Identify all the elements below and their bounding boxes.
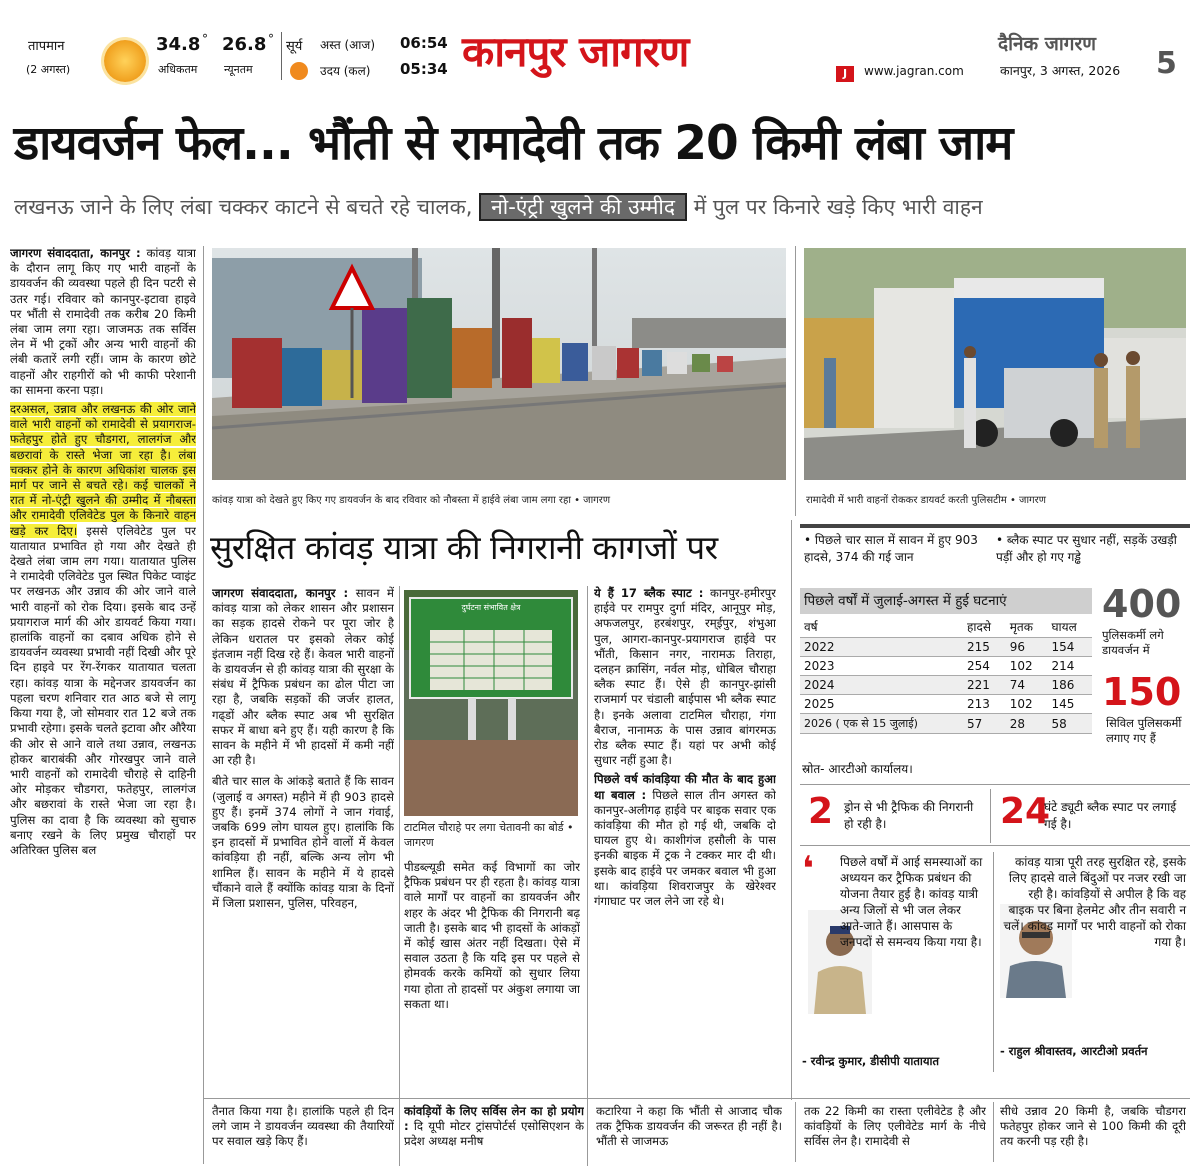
bullet-2: • ब्लैक स्पाट पर सुधार नहीं, सड़कें उखड़ी पड़ीं और हो गए गड्ढे [996, 533, 1177, 564]
bottom-rule [204, 1098, 1190, 1099]
cell-injured: 154 [1051, 640, 1075, 654]
header-divider [281, 32, 282, 80]
degree-mark-max: ° [202, 32, 208, 46]
blackspot-text: कानपुर-हमीरपुर हाईवे पर रामपुर दुर्गा मंदिर, आनूपुर मोड़, अफजलपुर, हरबंशपुर, रम्ईपुर, शंभुआ पुल, आगरा-कानपुर-प्रयागराज हाईवे पर भौंती, किसान नगर, नारामऊ तिराहा, दलहन क्रासिंग, नर्वल मोड़, धोबिल चौराहा ब्लैक स्पाट हैं। ऐसे ही कानपुर-झांसी राजमार्ग पर चंडाली बाईपास भी ब्लैक स्पाट है। इनके अलावा टाटमिल चौराहा, गंगा बैराज, नानामऊ के पास उन्नाव बांगरमऊ रोड ब्लैक स्पाट हैं। यहां पर अभी कोई सुधार नहीं हुआ है। [594, 586, 776, 768]
header-year: वर्ष [804, 620, 818, 634]
stat-box-row [800, 784, 1190, 846]
bottom-col2 [404, 1104, 584, 1164]
service-lane-subhead: कांवड़ियों के लिए सर्विस लेन का हो प्रयोग : [404, 1104, 584, 1134]
traffic-jam-image [212, 248, 786, 480]
table-source: स्रोत- आरटीओ कार्यालय। [802, 762, 913, 776]
degree-mark-min: ° [268, 32, 274, 46]
rto-quote-author: - राहुल श्रीवास्तव, आरटीओ प्रवर्तन [1000, 1044, 1148, 1058]
cell-deaths: 28 [1009, 716, 1025, 731]
stats-table-box [800, 588, 1092, 778]
side-stats [1100, 582, 1190, 780]
dcp-quote-author: - रवीन्द्र कुमार, डीसीपी यातायात [802, 1054, 940, 1068]
cell-injured: 186 [1051, 678, 1075, 692]
photo2-caption: रामादेवी में भारी वाहनों रोककर डायवर्ट करती पुलिसटीम • जागरण [806, 495, 1047, 506]
main-headline: डायवर्जन फेल... भौंती से रामादेवी तक 20 किमी लंबा जाम [14, 116, 1013, 171]
board-caption: टाटमिल चौराहे पर लगा चेतावनी का बोर्ड • जागरण [404, 821, 574, 849]
subhead-part1: लखनऊ जाने के लिए लंबा चक्कर काटने से बचते रहे चालक, [14, 195, 473, 219]
cell-accidents: 254 [966, 659, 990, 673]
cell-injured: 214 [1051, 659, 1075, 673]
column-divider [399, 586, 400, 1166]
cell-deaths: 102 [1009, 697, 1033, 711]
kanwariya-death-subhead: पिछले वर्ष कांवड़िया की मौत के बाद हुआ था बवाल : [594, 772, 776, 802]
drone-stat-text: ड्रोन से भी ट्रैफिक की निगरानी हो रही है। [844, 800, 974, 831]
max-label: अधिकतम [158, 63, 198, 76]
stat-150-text: सिविल पुलिसकर्मी लगाए गए हैं [1106, 716, 1182, 745]
cell-injured: 58 [1051, 716, 1067, 731]
cell-accidents: 213 [966, 697, 990, 711]
bottom-col4: तक 22 किमी का रास्ता एलीवेटेड है और कांवड़ियों के लिए एलीवेटेड मार्ग के नीचे सर्विस लेन है। रामादेवी से [804, 1104, 986, 1149]
warning-board-photo [404, 590, 578, 816]
story2-headline: सुरक्षित कांवड़ यात्रा की निगरानी कागजों पर [210, 528, 718, 567]
column-divider [993, 1102, 994, 1162]
weather-strip [8, 30, 458, 82]
column-divider [795, 246, 796, 516]
column-divider [795, 1102, 796, 1162]
drone-stat-number: 2 [808, 791, 834, 832]
cell-year: 2022 [804, 640, 835, 654]
cell-accidents: 221 [966, 678, 990, 692]
page-number: 5 [1156, 46, 1177, 81]
rto-quote-text: कांवड़ यात्रा पूरी तरह सुरक्षित रहे, इसके लिए हादसे वाले बिंदुओं पर नजर रखी जा रही है। कांवड़ियों से अपील है कि वह बाइक पर बिना हेलमेट और तीन सवारी न चलें। कांवड़ मार्गों पर भारी वाहनों को रोका गया है। [1003, 855, 1186, 949]
quote-box-dcp [800, 849, 986, 1074]
temp-date: (2 अगस्त) [26, 63, 71, 76]
duty-stat-text: घंटे ड्यूटी ब्लैक स्पाट पर लगाई गई है। [1044, 800, 1177, 831]
city-date: कानपुर, 3 अगस्त, 2026 [1000, 63, 1121, 78]
police-checkpoint-image [804, 248, 1186, 480]
header-accidents: हादसे [966, 620, 991, 634]
story1-para1: कांवड़ यात्रा के दौरान लागू किए गए भारी वाहनों के डायवर्जन की व्यवस्था पहले ही दिन पटरी से उतर गई। रविवार को कानपुर-इटावा हाइवे पर भौंती से रामादेवी तक करीब 20 किमी लंबा जाम लगा रहा। जाजमऊ तक सर्विस लेन में भी ट्रकों और अन्य भारी वाहनों की लंबी कतारें लगी रहीं। जाम के कारण छोटे वाहनों और राहगीरों को भी काफी परेशानी का सामना करना पड़ा। [10, 246, 196, 397]
bullet-1: • पिछले चार साल में सावन में हुए 903 हादसे, 374 की गई जान [804, 533, 978, 564]
stats-header-row [800, 616, 1092, 638]
masthead: कानपुर जागरण [462, 27, 689, 76]
quote-mark-icon: ❛ [802, 849, 814, 889]
stat-box-divider [990, 789, 991, 843]
story2-dateline: जागरण संवाददाता, कानपुर : [212, 586, 349, 600]
dateline: जागरण संवाददाता, कानपुर : [10, 246, 141, 260]
sunset-label: अस्त (आज) [320, 38, 376, 52]
table-row [800, 695, 1092, 714]
column-divider [203, 246, 204, 1164]
service-lane-text: दि यूपी मोटर ट्रांसपोर्टर्स एसोसिएशन के प्रदेश अध्यक्ष मनीष [404, 1119, 584, 1149]
cell-deaths: 102 [1009, 659, 1033, 673]
story2-para2: बीते चार साल के आंकड़े बताते हैं कि सावन (जुलाई व अगस्त) महीने में ही 903 हादसे हुए हैं। इनमें 374 लोगों ने जान गंवाई, जबकि 699 लोग घायल हुए। हालांकि कि इन हादसों में प्रभावित होने वालों में केवल कांवड़िया ही नहीं, बल्कि अन्य लोग भी शामिल हैं। सावन के महीने में ये हादसे चौंकाने वाले हैं क्योंकि कांवड़ यात्रा के दिनों में जिला प्रशासन, पुलिस, परिवहन, [212, 774, 394, 911]
police-checkpoint-photo [804, 248, 1186, 480]
bullet-1-text: पिछले चार साल में सावन में हुए 903 हादसे, 374 की गई जान [804, 533, 978, 564]
cell-year: 2025 [804, 697, 835, 711]
subheadline [14, 188, 1190, 226]
subhead-boxed: नो-एंट्री खुलने की उम्मीद [479, 193, 687, 221]
cell-injured: 145 [1051, 697, 1075, 711]
bottom-col1: तैनात किया गया है। हालांकि पहले ही दिन लगे जाम ने डायवर्जन व्यवस्था की तैयारियों पर सवाल खड़े किए हैं। [212, 1104, 394, 1149]
website[interactable]: www.jagran.com [864, 64, 964, 78]
cell-year: 2026 ( एक से 15 जुलाई) [804, 717, 918, 730]
story2-column-b [404, 860, 580, 1060]
j-logo: J [836, 66, 854, 82]
cell-accidents: 215 [966, 640, 990, 654]
sun-label: सूर्य [286, 39, 303, 54]
story1-highlighted-para: दरअसल, उन्नाव और लखनऊ की ओर जाने वाले भारी वाहनों को रामादेवी से प्रयागराज-फतेहपुर होते हुए चौडगरा, लालगंज और बछरावां के रास्ते भेजा जा रहा है। लंबा चक्कर होने के कारण अधिकांश चालक इस मार्ग पर जाने से बचते रहे। कई चालकों ने रात में नो-एंट्री खुलने की उम्मीद में नौबस्ता और रामादेवी एलिवेटेड पुल के किनारे वाहन खड़े कर दिए। [10, 402, 196, 538]
cell-year: 2023 [804, 659, 835, 673]
blackspot-subhead: ये हैं 17 ब्लैक स्पाट : [594, 586, 704, 600]
board-title: दुर्घटना संभावित क्षेत्र [461, 603, 521, 612]
column-divider [993, 852, 994, 1072]
story2-column-c [594, 586, 776, 1066]
story2-para3: पीडब्ल्यूडी समेत कई विभागों का जोर ट्रैफिक प्रबंधन पर ही रहता है। कांवड़ यात्रा वाले मार्गों पर वाहनों का डायवर्जन और शहर के अंदर भी ट्रैफिक की निगरानी बढ़ जाती है। इसके बाद भी हादसों के आंकड़ों में कोई खास अंतर नहीं दिखता। ऐसे में सवाल उठता है कि यदि इस पर पहले से होमवर्क करके कमियों को सुधार लिया गया होता तो हादसों पर अंकुश लगाया जा सकता था। [404, 860, 580, 1011]
traffic-jam-photo [212, 248, 786, 480]
cell-deaths: 74 [1009, 678, 1025, 692]
sun-icon [104, 40, 146, 82]
max-temp: 34.8 [156, 34, 201, 55]
bullet-2-text: ब्लैक स्पाट पर सुधार नहीं, सड़कें उखड़ी पड़ीं और हो गए गड्ढे [996, 533, 1177, 564]
header-injured: घायल [1051, 620, 1077, 634]
sunset-time: 06:54 [400, 34, 448, 52]
min-label: न्यूनतम [224, 63, 253, 76]
cell-accidents: 57 [966, 716, 983, 731]
stat-150-number: 150 [1102, 670, 1182, 714]
bullet-box [800, 524, 1190, 574]
table-row [800, 657, 1092, 676]
temp-label: तापमान [28, 39, 65, 54]
story2-column-a [212, 586, 394, 1152]
photo1-caption: कांवड़ यात्रा को देखते हुए किए गए डायवर्जन के बाद रविवार को नौबस्ता में हाईवे लंबा जाम लगा रहा • जागरण [212, 495, 611, 506]
table-row [800, 676, 1092, 695]
story1-column1 [10, 246, 196, 1164]
story1-para2: इससे एलिवेटेड पुल पर यातायात प्रभावित हो गया और देखते ही देखते लंबा जाम लग गया। यातायात पुलिस ने रामादेवी एलिवेटेड पुल स्थित पिकेट प्वाइंट पर लखनऊ और उन्नाव की ओर जाने वाले भारी वाहनों को रोक दिया। इसके बाद उन्हें प्रयागराज मार्ग की ओर डायवर्ट किया गया। हालांकि वाहनों का दबाव अधिक होने से डायवर्जन व्यवस्था प्रभावी नहीं दिखी और पूरे दिन हाइवे पर रेंग-रेंगकर यातायात चलता रहा। कांवड़ यात्रा के मद्देनजर डायवर्जन का पहला चरण शनिवार रात आठ बजे से लागू किया गया है, जो सोमवार रात 12 बजे तक प्रभावी रहेगा। इसके चलते इटावा और औरैया की ओर से आने वाले तथा उन्नाव, लखनऊ होकर बाराबंकी और गोरखपुर जाने वाले भारी वाहनों को रामादेवी चौराहे से दाहिनी ओर मोड़कर चौडगरा, फतेहपुर, लालगंज और बछरावां के रास्ते भेजा जा रहा है। पुलिस का दावा है कि व्यवस्था को सुचारु बनाए रखने के लिए प्रमुख चौराहों पर अतिरिक्त पुलिस बल [10, 523, 196, 857]
bottom-col3: कटारिया ने कहा कि भौंती से आजाद चौक तक ट्रैफिक डायवर्जन की जरूरत ही नहीं है। भौंती से जाजमऊ [596, 1104, 782, 1149]
cell-year: 2024 [804, 678, 835, 692]
stats-table-title: पिछले वर्षों में जुलाई-अगस्त में हुई घटनाएं [800, 588, 1092, 614]
sunrise-time: 05:34 [400, 60, 448, 78]
dcp-quote-text: पिछले वर्षों में आई समस्याओं का अध्ययन कर ट्रैफिक प्रबंधन की योजना तैयार हुई है। कांवड़ यात्री अन्य जिलों से भी जल लेकर आते-जाते हैं। आसपास के जनपदों से समन्वय किया गया है। [840, 855, 983, 949]
kanwariya-death-text: पिछले साल तीन अगस्त को कानपुर-अलीगढ़ हाईवे पर बाइक सवार एक कांवड़िया की मौत हो गई थी, जबकि दो घायल हुए थे। काशीगंज हसौली के पास इनकी बाइक में ट्रक ने टक्कर मार दी थी। इसके बाद हाईवे पर जमकर बवाल भी हुआ था। कांवड़िया शिवराजपुर के खेरेश्वर गंगाघाट पर जल लेने जा रहे थे। [594, 787, 776, 909]
stat-400-text: पुलिसकर्मी लगे डायवर्जन में [1102, 628, 1164, 657]
column-divider [587, 586, 588, 1166]
column-divider [791, 520, 792, 1100]
bottom-col5: सीधे उन्नाव 20 किमी है, जबकि चौडगरा फतेहपुर होकर जाने से 100 किमी की दूरी तय करनी पड़ रही है। [1000, 1104, 1186, 1149]
cell-deaths: 96 [1009, 640, 1025, 654]
subhead-part2: में पुल पर किनारे खड़े किए भारी वाहन [693, 195, 983, 219]
sunrise-icon [290, 62, 308, 80]
warning-board-image [404, 590, 578, 816]
table-row [800, 714, 1092, 734]
quote-box-rto [998, 852, 1190, 1074]
duty-stat-number: 24 [1000, 791, 1051, 832]
stats-table [800, 616, 1092, 734]
story2-para1: सावन में कांवड़ यात्रा को लेकर शासन और प्रशासन का सड़क हादसे रोकने पर पूरा जोर है लेकिन धरातल पर इसको लेकर कोई इंतजाम नहीं दिख रहे हैं। केवल भारी वाहनों के डायवर्जन से ही कांवड़ यात्रा की सुरक्षा के संबंध में ट्रैफिक प्रबंधन का ढोल पीटा जा रहा है, जबकि सड़कों की जर्जर हालत, गढ्डों और ब्लैक स्पाट अब भी सुरक्षित सफर में बाधा बने हुए हैं। यही कारण है कि सावन के महीने में भी हादसों में कमी नहीं आ रही है। [212, 586, 394, 768]
stat-400-number: 400 [1102, 582, 1182, 626]
sunrise-label: उदय (कल) [320, 64, 371, 78]
table-row [800, 638, 1092, 657]
brand-logo: दैनिक जागरण [998, 33, 1096, 55]
min-temp: 26.8 [222, 34, 267, 55]
header-deaths: मृतक [1009, 620, 1033, 634]
